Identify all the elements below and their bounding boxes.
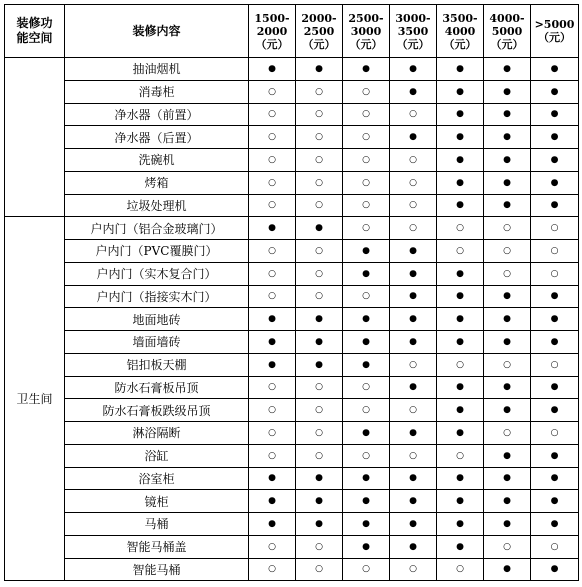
table-row — [5, 535, 579, 558]
filled-dot-icon: ● — [296, 217, 343, 240]
filled-dot-icon: ● — [390, 535, 437, 558]
filled-dot-icon: ● — [390, 513, 437, 536]
content-item-cell: 洗碗机 — [65, 149, 249, 172]
filled-dot-icon: ● — [531, 308, 579, 331]
filled-dot-icon: ● — [531, 444, 579, 467]
table-row — [5, 399, 579, 422]
price-line: >5000 — [534, 18, 575, 31]
content-item-cell: 户内门（铝合金玻璃门） — [65, 217, 249, 240]
content-item-cell: 马桶 — [65, 513, 249, 536]
empty-circle-icon: ○ — [249, 240, 296, 263]
empty-circle-icon: ○ — [343, 103, 390, 126]
empty-circle-icon: ○ — [343, 444, 390, 467]
price-unit: （元） — [302, 37, 336, 51]
table-row — [5, 490, 579, 513]
empty-circle-icon: ○ — [296, 103, 343, 126]
filled-dot-icon: ● — [343, 467, 390, 490]
empty-circle-icon: ○ — [484, 217, 531, 240]
table-row — [5, 308, 579, 331]
filled-dot-icon: ● — [437, 103, 484, 126]
filled-dot-icon: ● — [296, 58, 343, 81]
table-row — [5, 558, 579, 581]
filled-dot-icon: ● — [343, 513, 390, 536]
content-item-cell: 智能马桶 — [65, 558, 249, 581]
header-price-3000-3500 — [390, 5, 437, 58]
table-row — [5, 513, 579, 536]
filled-dot-icon: ● — [531, 126, 579, 149]
filled-dot-icon: ● — [249, 490, 296, 513]
content-item-cell: 抽油烟机 — [65, 58, 249, 81]
filled-dot-icon: ● — [437, 149, 484, 172]
empty-circle-icon: ○ — [343, 285, 390, 308]
filled-dot-icon: ● — [437, 331, 484, 354]
price-line: 5000 — [491, 24, 523, 38]
empty-circle-icon: ○ — [390, 558, 437, 581]
empty-circle-icon: ○ — [296, 285, 343, 308]
content-item-cell: 烤箱 — [65, 171, 249, 194]
filled-dot-icon: ● — [390, 376, 437, 399]
filled-dot-icon: ● — [249, 308, 296, 331]
filled-dot-icon: ● — [249, 58, 296, 81]
filled-dot-icon: ● — [437, 58, 484, 81]
filled-dot-icon: ● — [343, 331, 390, 354]
empty-circle-icon: ○ — [296, 80, 343, 103]
filled-dot-icon: ● — [531, 490, 579, 513]
filled-dot-icon: ● — [249, 331, 296, 354]
filled-dot-icon: ● — [390, 80, 437, 103]
empty-circle-icon: ○ — [249, 149, 296, 172]
filled-dot-icon: ● — [343, 308, 390, 331]
price-unit: （元） — [443, 37, 477, 51]
filled-dot-icon: ● — [484, 285, 531, 308]
empty-circle-icon: ○ — [484, 262, 531, 285]
empty-circle-icon: ○ — [437, 217, 484, 240]
filled-dot-icon: ● — [484, 103, 531, 126]
content-item-cell: 铝扣板天棚 — [65, 353, 249, 376]
filled-dot-icon: ● — [343, 353, 390, 376]
content-item-cell: 墙面墙砖 — [65, 331, 249, 354]
empty-circle-icon: ○ — [296, 126, 343, 149]
filled-dot-icon: ● — [249, 513, 296, 536]
empty-circle-icon: ○ — [437, 353, 484, 376]
price-line: 4000 — [444, 24, 476, 38]
empty-circle-icon: ○ — [296, 399, 343, 422]
filled-dot-icon: ● — [437, 262, 484, 285]
filled-dot-icon: ● — [484, 58, 531, 81]
price-line: 2000- — [301, 11, 337, 25]
filled-dot-icon: ● — [437, 513, 484, 536]
empty-circle-icon: ○ — [296, 535, 343, 558]
empty-circle-icon: ○ — [249, 171, 296, 194]
filled-dot-icon: ● — [484, 80, 531, 103]
empty-circle-icon: ○ — [296, 422, 343, 445]
price-unit: （元） — [490, 37, 524, 51]
filled-dot-icon: ● — [343, 262, 390, 285]
empty-circle-icon: ○ — [249, 194, 296, 217]
empty-circle-icon: ○ — [249, 376, 296, 399]
content-item-cell: 户内门（指接实木门） — [65, 285, 249, 308]
empty-circle-icon: ○ — [343, 80, 390, 103]
filled-dot-icon: ● — [531, 103, 579, 126]
filled-dot-icon: ● — [531, 399, 579, 422]
filled-dot-icon: ● — [249, 353, 296, 376]
header-row — [5, 5, 579, 58]
empty-circle-icon: ○ — [249, 399, 296, 422]
empty-circle-icon: ○ — [531, 422, 579, 445]
table-row — [5, 467, 579, 490]
empty-circle-icon: ○ — [296, 194, 343, 217]
table-row — [5, 353, 579, 376]
table-row — [5, 331, 579, 354]
table-row — [5, 262, 579, 285]
decoration-table — [4, 4, 579, 581]
empty-circle-icon: ○ — [390, 353, 437, 376]
filled-dot-icon: ● — [390, 58, 437, 81]
filled-dot-icon: ● — [484, 399, 531, 422]
price-unit: （元） — [538, 31, 571, 44]
content-item-cell: 智能马桶盖 — [65, 535, 249, 558]
header-price-2500-3000 — [343, 5, 390, 58]
content-item-cell: 地面地砖 — [65, 308, 249, 331]
empty-circle-icon: ○ — [390, 149, 437, 172]
filled-dot-icon: ● — [484, 558, 531, 581]
empty-circle-icon: ○ — [484, 240, 531, 263]
header-function-space-line: 装修功 — [16, 16, 53, 30]
empty-circle-icon: ○ — [531, 217, 579, 240]
table-row — [5, 194, 579, 217]
filled-dot-icon: ● — [437, 126, 484, 149]
filled-dot-icon: ● — [484, 308, 531, 331]
filled-dot-icon: ● — [484, 331, 531, 354]
content-item-cell: 防水石膏板吊顶 — [65, 376, 249, 399]
empty-circle-icon: ○ — [343, 126, 390, 149]
table-row — [5, 422, 579, 445]
filled-dot-icon: ● — [390, 490, 437, 513]
price-line: 2500 — [303, 24, 335, 38]
content-item-cell: 户内门（实木复合门） — [65, 262, 249, 285]
filled-dot-icon: ● — [249, 467, 296, 490]
filled-dot-icon: ● — [343, 490, 390, 513]
filled-dot-icon: ● — [390, 262, 437, 285]
price-unit: （元） — [255, 37, 289, 51]
filled-dot-icon: ● — [531, 376, 579, 399]
price-line: 3000 — [350, 24, 382, 38]
header-price-3500-4000 — [437, 5, 484, 58]
header-price-2000-2500 — [296, 5, 343, 58]
empty-circle-icon: ○ — [249, 80, 296, 103]
filled-dot-icon: ● — [484, 376, 531, 399]
filled-dot-icon: ● — [531, 331, 579, 354]
price-line: 3500- — [442, 11, 478, 25]
filled-dot-icon: ● — [249, 217, 296, 240]
price-line: 3000- — [395, 11, 431, 25]
empty-circle-icon: ○ — [437, 240, 484, 263]
filled-dot-icon: ● — [437, 194, 484, 217]
price-line: 1500- — [254, 11, 290, 25]
empty-circle-icon: ○ — [390, 103, 437, 126]
content-item-cell: 垃圾处理机 — [65, 194, 249, 217]
content-item-cell: 净水器（后置） — [65, 126, 249, 149]
table-row — [5, 376, 579, 399]
filled-dot-icon: ● — [484, 171, 531, 194]
filled-dot-icon: ● — [343, 535, 390, 558]
header-content: 装修内容 — [65, 5, 249, 58]
empty-circle-icon: ○ — [390, 194, 437, 217]
function-space-cell: 卫生间 — [5, 217, 65, 581]
filled-dot-icon: ● — [484, 126, 531, 149]
filled-dot-icon: ● — [343, 58, 390, 81]
filled-dot-icon: ● — [296, 353, 343, 376]
content-item-cell: 镜柜 — [65, 490, 249, 513]
filled-dot-icon: ● — [437, 535, 484, 558]
empty-circle-icon: ○ — [343, 376, 390, 399]
filled-dot-icon: ● — [531, 149, 579, 172]
table-row — [5, 80, 579, 103]
empty-circle-icon: ○ — [343, 558, 390, 581]
empty-circle-icon: ○ — [343, 217, 390, 240]
table-row — [5, 149, 579, 172]
filled-dot-icon: ● — [296, 490, 343, 513]
filled-dot-icon: ● — [484, 467, 531, 490]
filled-dot-icon: ● — [531, 58, 579, 81]
empty-circle-icon: ○ — [249, 535, 296, 558]
filled-dot-icon: ● — [390, 240, 437, 263]
filled-dot-icon: ● — [484, 444, 531, 467]
header-price-1500-2000 — [249, 5, 296, 58]
empty-circle-icon: ○ — [343, 171, 390, 194]
empty-circle-icon: ○ — [390, 217, 437, 240]
filled-dot-icon: ● — [531, 80, 579, 103]
content-item-cell: 浴室柜 — [65, 467, 249, 490]
filled-dot-icon: ● — [390, 308, 437, 331]
content-item-cell: 防水石膏板跌级吊顶 — [65, 399, 249, 422]
empty-circle-icon: ○ — [390, 171, 437, 194]
empty-circle-icon: ○ — [484, 535, 531, 558]
filled-dot-icon: ● — [296, 467, 343, 490]
header-function-space-line: 能空间 — [16, 31, 53, 45]
empty-circle-icon: ○ — [531, 240, 579, 263]
empty-circle-icon: ○ — [249, 103, 296, 126]
content-item-cell: 浴缸 — [65, 444, 249, 467]
empty-circle-icon: ○ — [296, 444, 343, 467]
filled-dot-icon: ● — [296, 513, 343, 536]
empty-circle-icon: ○ — [249, 262, 296, 285]
empty-circle-icon: ○ — [249, 422, 296, 445]
empty-circle-icon: ○ — [437, 558, 484, 581]
empty-circle-icon: ○ — [390, 399, 437, 422]
empty-circle-icon: ○ — [484, 422, 531, 445]
empty-circle-icon: ○ — [343, 399, 390, 422]
content-item-cell: 净水器（前置） — [65, 103, 249, 126]
content-item-cell: 户内门（PVC覆膜门） — [65, 240, 249, 263]
filled-dot-icon: ● — [437, 422, 484, 445]
price-line: 2000 — [256, 24, 288, 38]
filled-dot-icon: ● — [531, 467, 579, 490]
empty-circle-icon: ○ — [531, 353, 579, 376]
price-line: 4000- — [489, 11, 525, 25]
filled-dot-icon: ● — [437, 80, 484, 103]
empty-circle-icon: ○ — [296, 240, 343, 263]
empty-circle-icon: ○ — [249, 558, 296, 581]
filled-dot-icon: ● — [437, 285, 484, 308]
empty-circle-icon: ○ — [531, 535, 579, 558]
empty-circle-icon: ○ — [484, 353, 531, 376]
filled-dot-icon: ● — [484, 194, 531, 217]
content-item-cell: 淋浴隔断 — [65, 422, 249, 445]
header-price-4000-5000 — [484, 5, 531, 58]
table-row — [5, 103, 579, 126]
filled-dot-icon: ● — [390, 422, 437, 445]
table-row — [5, 285, 579, 308]
empty-circle-icon: ○ — [296, 558, 343, 581]
filled-dot-icon: ● — [437, 467, 484, 490]
empty-circle-icon: ○ — [531, 262, 579, 285]
table-row — [5, 444, 579, 467]
header-price-over-5000 — [531, 5, 579, 58]
filled-dot-icon: ● — [484, 149, 531, 172]
empty-circle-icon: ○ — [343, 194, 390, 217]
empty-circle-icon: ○ — [437, 444, 484, 467]
filled-dot-icon: ● — [437, 376, 484, 399]
price-line: 2500- — [348, 11, 384, 25]
table-row — [5, 171, 579, 194]
filled-dot-icon: ● — [531, 171, 579, 194]
filled-dot-icon: ● — [437, 399, 484, 422]
empty-circle-icon: ○ — [390, 444, 437, 467]
empty-circle-icon: ○ — [296, 376, 343, 399]
filled-dot-icon: ● — [531, 285, 579, 308]
filled-dot-icon: ● — [390, 126, 437, 149]
filled-dot-icon: ● — [531, 194, 579, 217]
table-row — [5, 126, 579, 149]
empty-circle-icon: ○ — [249, 285, 296, 308]
table-row — [5, 240, 579, 263]
price-unit: （元） — [349, 37, 383, 51]
empty-circle-icon: ○ — [249, 126, 296, 149]
function-space-cell — [5, 58, 65, 217]
filled-dot-icon: ● — [484, 490, 531, 513]
empty-circle-icon: ○ — [249, 444, 296, 467]
filled-dot-icon: ● — [437, 490, 484, 513]
filled-dot-icon: ● — [531, 558, 579, 581]
empty-circle-icon: ○ — [296, 171, 343, 194]
empty-circle-icon: ○ — [343, 149, 390, 172]
filled-dot-icon: ● — [484, 513, 531, 536]
empty-circle-icon: ○ — [296, 262, 343, 285]
filled-dot-icon: ● — [390, 331, 437, 354]
filled-dot-icon: ● — [343, 240, 390, 263]
table-row — [5, 58, 579, 81]
price-line: 3500 — [397, 24, 429, 38]
filled-dot-icon: ● — [343, 422, 390, 445]
filled-dot-icon: ● — [437, 171, 484, 194]
filled-dot-icon: ● — [296, 308, 343, 331]
table-row — [5, 217, 579, 240]
filled-dot-icon: ● — [437, 308, 484, 331]
filled-dot-icon: ● — [531, 513, 579, 536]
filled-dot-icon: ● — [296, 331, 343, 354]
header-function-space — [5, 5, 65, 58]
price-unit: （元） — [396, 37, 430, 51]
content-item-cell: 消毒柜 — [65, 80, 249, 103]
filled-dot-icon: ● — [390, 285, 437, 308]
filled-dot-icon: ● — [390, 467, 437, 490]
empty-circle-icon: ○ — [296, 149, 343, 172]
